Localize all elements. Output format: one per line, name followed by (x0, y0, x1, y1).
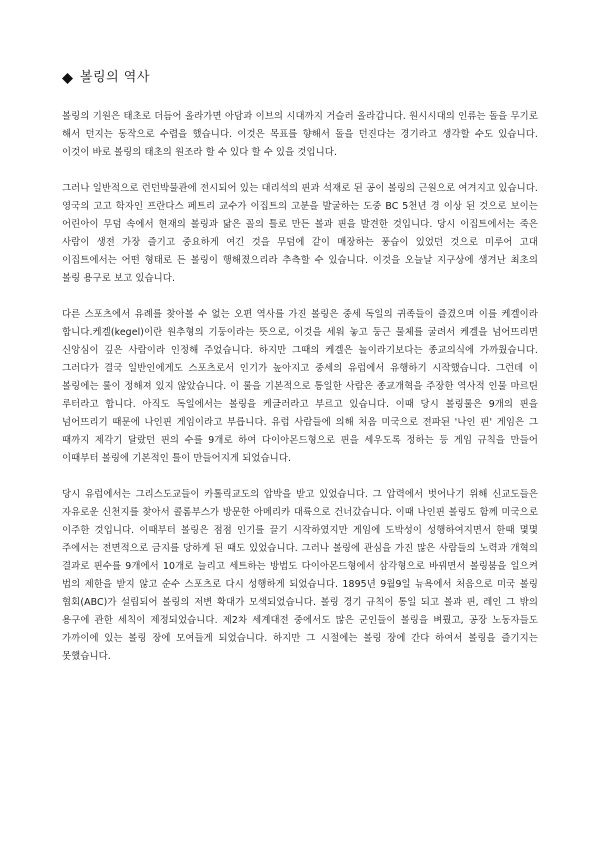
paragraph-origin: 볼링의 기원은 태초로 더듬어 올라가면 아담과 이브의 시대까지 거슬러 올라갑니다. 원시시대의 인류는 돌을 무기로 해서 던지는 동작으로 수렵을 했습니다. 이것은 목표를 향해서 돌을 던진다는 경기라고 생각할 수도 있습니다. 이것이 바로 볼링의 태초의 원조라 할 수 있다 할 수 있을 것입니다. (62, 111, 538, 158)
section-heading (62, 70, 150, 86)
paragraph-kegel: 다른 스포츠에서 유례를 찾아볼 수 없는 오편 역사를 가진 볼링은 중세 독일의 귀족들이 즐겼으며 이를 케겔이라 합니다.케겔(kegel)이란 원추형의 기둥이라는 뜻으로, 이것을 세워 놓고 둥근 물체를 굴려서 케겔을 넘어뜨리면 신앙심이 깊은 사람이라 인정해 주었습니다. 하지만 그때의 케겔은 놀이라기보다는 종교의식에 가까웠습니다. 그러다가 결국 일반인에게도 스포츠로서 인기가 높아지고 중세의 유럽에서 유행하기 시작했습니다. 그런데 이 볼링에는 룰이 정해져 있지 않았습니다. 이 룰을 기본적으로 통일한 사람은 종교개혁을 주장한 역사적 인물 마르틴 루터라고 합니다. 아직도 독일에서는 볼링을 케글러라고 부르고 있습니다. 이때 당시 볼링룰은 9개의 핀을 넘어뜨리기 때문에 나인핀 게임이라고 부릅니다. 유럽 사람들에 의해 처음 미국으로 전파된 '나인 핀' 게임은 그 때까지 제각기 달랐던 핀의 수를 9개로 하여 다이아몬드형으로 핀을 세우도록 정하는 등 게임 규칙을 만들어 이때부터 볼링에 기본적인 틀이 만들어지게 되었습니다. (62, 309, 538, 464)
document-body (62, 108, 538, 684)
paragraph-egypt: 그러나 일반적으로 런던박물관에 전시되어 있는 대리석의 핀과 석재로 된 공이 볼링의 근원으로 여겨지고 있습니다. 영국의 고고 학자인 프란다스 페트리 교수가 이집트의 고분을 발굴하는 도중 BC 5천년 경 이상 된 것으로 보이는 어린아이 무덤 속에서 현재의 볼링과 닮은 꼴의 틀로 만든 볼과 핀을 발견한 것입니다. 당시 이집트에서는 죽은 사람이 생전 가장 즐기고 중요하게 여긴 것을 무덤에 같이 매장하는 풍습이 있었던 것으로 미루어 고대 이집트에서는 어떤 형태로 든 볼링이 행해졌으리라 추측할 수 있습니다. 이것을 오늘날 지구상에 생겨난 최초의 볼링 용구로 보고 있습니다. (62, 183, 538, 284)
heading-text: 볼링의 역사 (80, 70, 150, 85)
paragraph-america: 당시 유럽에서는 그리스도교들이 카톨릭교도의 압박을 받고 있었습니다. 그 압력에서 벗어나기 위해 신교도들은 자유로운 신천지를 찾아서 콜롬부스가 방문한 아메리카 대륙으로 건너갔습니다. 이때 나인핀 볼링도 함께 미국으로 이주한 것입니다. 이때부터 볼링은 점점 인기를 끌기 시작하였지만 게임에 도박성이 성행하여지면서 한때 몇몇 주에서는 전면적으로 금지를 당하게 된 때도 있었습니다. 그러나 볼링에 관심을 가진 많은 사람들의 노력과 개혁의 결과로 핀수를 9개에서 10개로 늘리고 세트하는 방법도 다이아몬드형에서 삼각형으로 바꿔면서 볼링붐을 일으켜 법의 제한을 받지 않고 순수 스포츠로 다시 성행하게 되었습니다. 1895년 9월9일 뉴욕에서 처음으로 미국 볼링 협회(ABC)가 설립되어 볼링의 저변 확대가 모색되었습니다. 볼링 경기 규칙이 통일 되고 볼과 핀, 레인 그 밖의 용구에 관한 세칙이 제정되었습니다. 제2차 세계대전 중에서도 많은 군인들이 볼링을 벼뤘고, 공장 노동자들도 가까이에 있는 볼링 장에 모여들게 되었습니다. 하지만 그 시절에는 볼링 장에 간다 하여서 볼링을 즐기지는 못했습니다. (62, 489, 538, 662)
black-diamond-icon (62, 73, 73, 84)
